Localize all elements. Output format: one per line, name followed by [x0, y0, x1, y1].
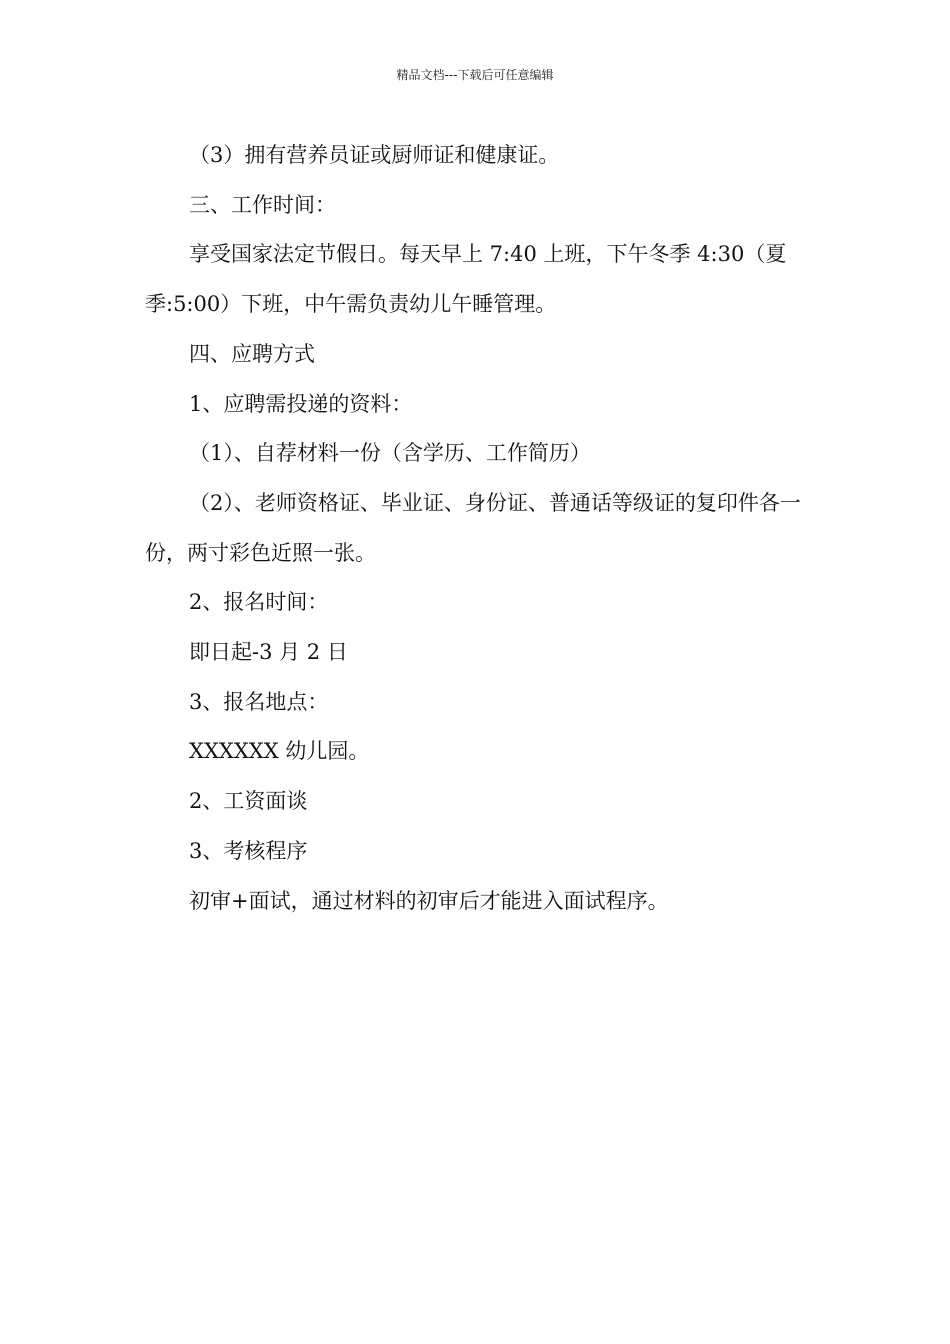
paragraph-registration-place: XXXXXX 幼儿园。 — [189, 739, 370, 764]
section-heading-application: 四、应聘方式 — [189, 341, 315, 366]
paragraph-salary: 2、工资面谈 — [189, 789, 308, 814]
paragraph-materials-2: （2）、老师资格证、毕业证、身份证、普通话等级证的复印件各一份，两寸彩色近照一张。 — [145, 490, 801, 565]
paragraph-registration-time-heading: 2、报名时间： — [189, 590, 329, 615]
section-heading-work-time: 三、工作时间： — [189, 192, 336, 217]
paragraph-requirement-3: （3）拥有营养员证或厨师证和健康证。 — [189, 143, 560, 167]
document-body — [145, 131, 810, 926]
paragraph-assessment: 初审+面试，通过材料的初审后才能进入面试程序。 — [189, 888, 669, 913]
paragraph-assessment-heading: 3、考核程序 — [189, 838, 308, 863]
paragraph-materials-1: （1）、自荐材料一份（含学历、工作简历） — [189, 441, 591, 466]
page-header: 精品文档---下载后可任意编辑 — [396, 68, 554, 82]
paragraph-registration-time: 即日起-3 月 2 日 — [189, 640, 348, 665]
paragraph-registration-place-heading: 3、报名地点： — [189, 689, 329, 714]
paragraph-work-time: 享受国家法定节假日。每天早上 7:40 上班，下午冬季 4:30（夏季:5:00）下班，中午需负责幼儿午睡管理。 — [145, 242, 787, 317]
paragraph-materials-heading: 1、应聘需投递的资料： — [189, 391, 413, 416]
